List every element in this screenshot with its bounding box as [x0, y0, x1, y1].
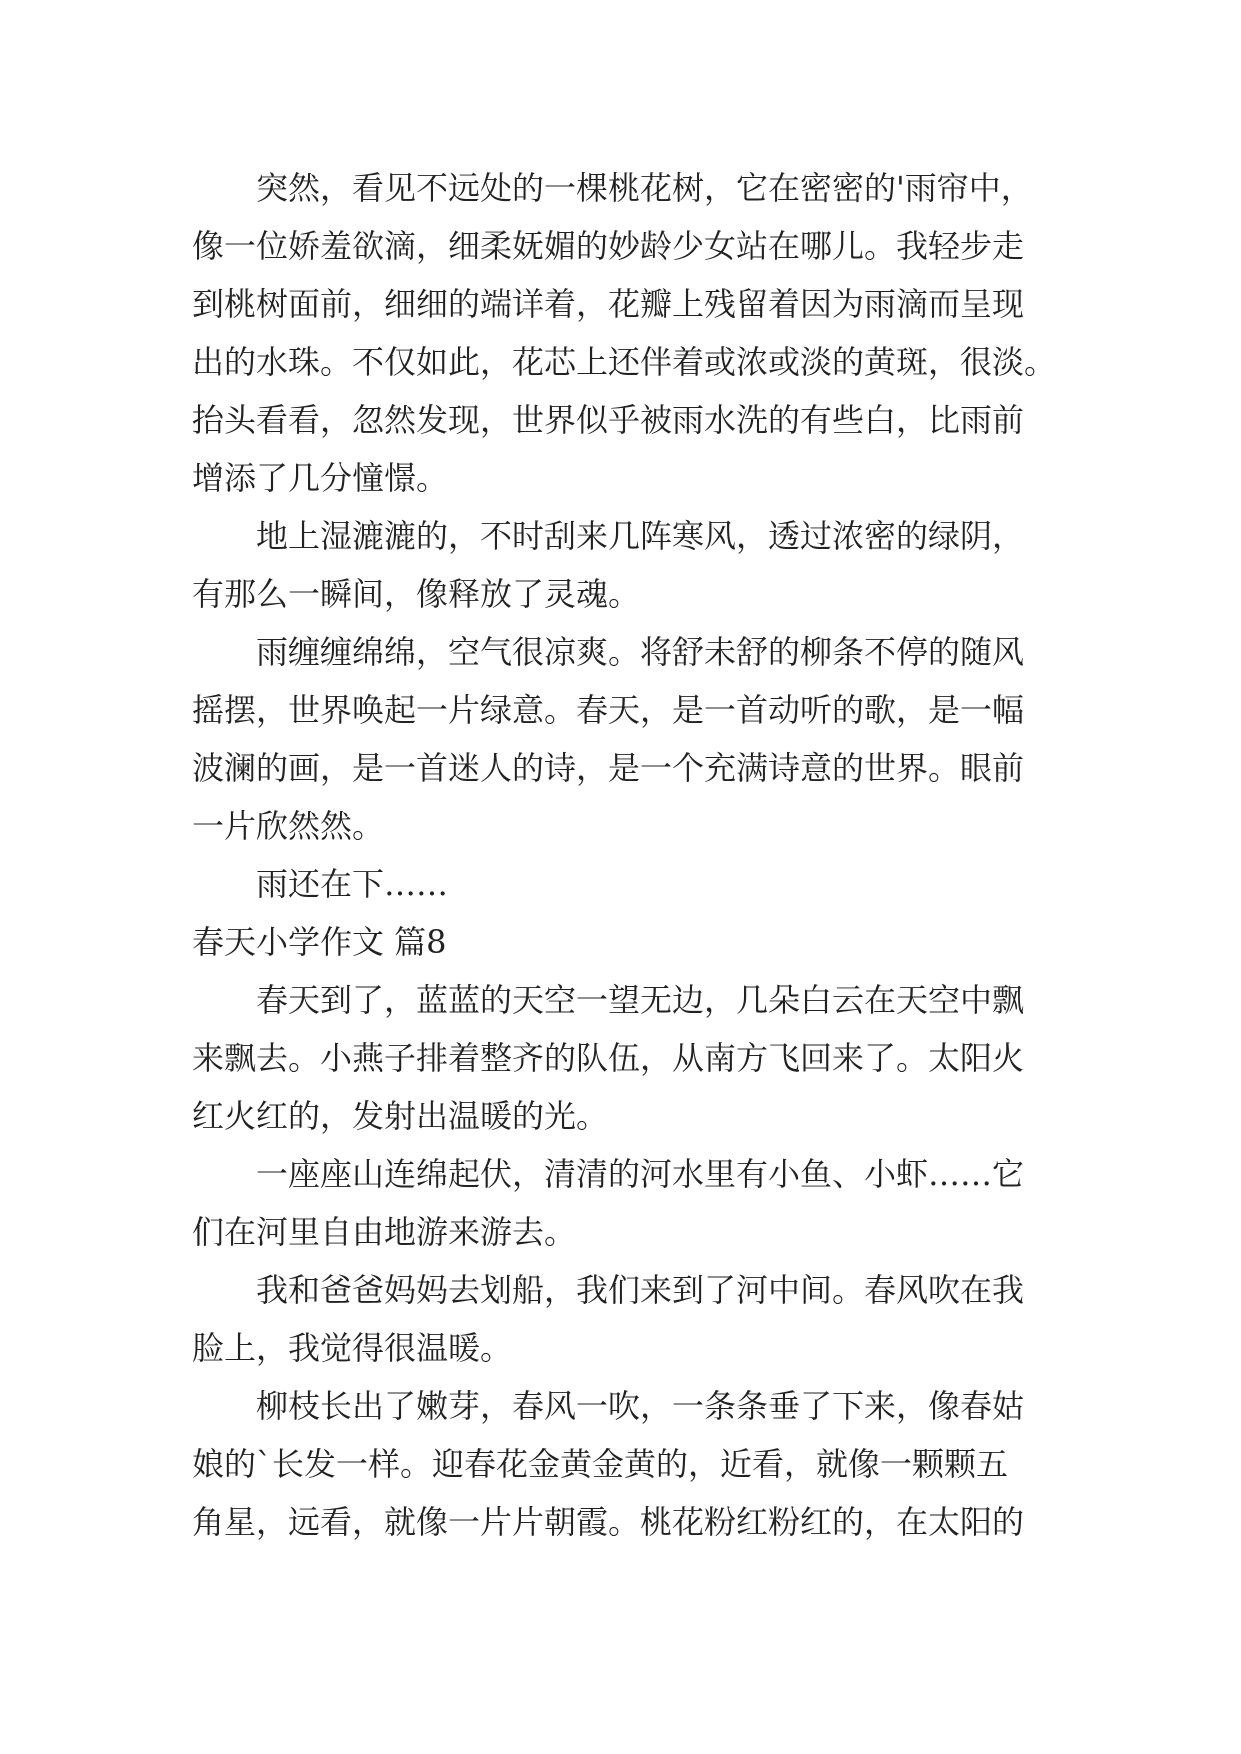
- paragraph-line: 我和爸爸妈妈去划船，我们来到了河中间。春风吹在我: [256, 1271, 1025, 1309]
- paragraph-line: 增添了几分憧憬。: [192, 459, 449, 497]
- paragraph-line: 红火红的，发射出温暖的光。: [192, 1097, 609, 1135]
- paragraph-line: 来飘去。小燕子排着整齐的队伍，从南方飞回来了。太阳火: [192, 1039, 1025, 1077]
- paragraph-line: 摇摆，世界唤起一片绿意。春天，是一首动听的歌，是一幅: [192, 691, 1025, 729]
- paragraph-line: 有那么一瞬间，像释放了灵魂。: [192, 575, 641, 613]
- paragraph-line: 到桃树面前，细细的端详着，花瓣上残留着因为雨滴而呈现: [192, 285, 1025, 323]
- paragraph-line: 角星，远看，就像一片片朝霞。桃花粉红粉红的，在太阳的: [192, 1503, 1025, 1541]
- section-heading: 春天小学作文 篇8: [192, 923, 447, 961]
- paragraph-line: 地上湿漉漉的，不时刮来几阵寒风，透过浓密的绿阴，: [256, 517, 1025, 555]
- paragraph-line: 一片欣然然。: [192, 807, 385, 845]
- paragraph-line: 春天到了，蓝蓝的天空一望无边，几朵白云在天空中飘: [256, 981, 1025, 1019]
- paragraph-line: 们在河里自由地游来游去。: [192, 1213, 577, 1251]
- paragraph-line: 出的水珠。不仅如此，花芯上还伴着或浓或淡的黄斑，很淡。: [192, 343, 1057, 381]
- paragraph-line: 雨还在下……: [256, 865, 449, 903]
- paragraph-line: 一座座山连绵起伏，清清的河水里有小鱼、小虾……它: [256, 1155, 1025, 1193]
- article-body: [192, 159, 1072, 1551]
- paragraph-line: 突然，看见不远处的一棵桃花树，它在密密的'雨帘中，: [256, 169, 1033, 207]
- paragraph-line: 波澜的画，是一首迷人的诗，是一个充满诗意的世界。眼前: [192, 749, 1025, 787]
- paragraph-line: 娘的`长发一样。迎春花金黄金黄的，近看，就像一颗颗五: [192, 1445, 1009, 1483]
- paragraph-line: 柳枝长出了嫩芽，春风一吹，一条条垂了下来，像春姑: [256, 1387, 1025, 1425]
- paragraph-line: 雨缠缠绵绵，空气很凉爽。将舒未舒的柳条不停的随风: [256, 633, 1025, 671]
- paragraph-line: 抬头看看，忽然发现，世界似乎被雨水洗的有些白，比雨前: [192, 401, 1025, 439]
- paragraph-line: 脸上，我觉得很温暖。: [192, 1329, 513, 1367]
- paragraph-line: 像一位娇羞欲滴，细柔妩媚的妙龄少女站在哪儿。我轻步走: [192, 227, 1025, 265]
